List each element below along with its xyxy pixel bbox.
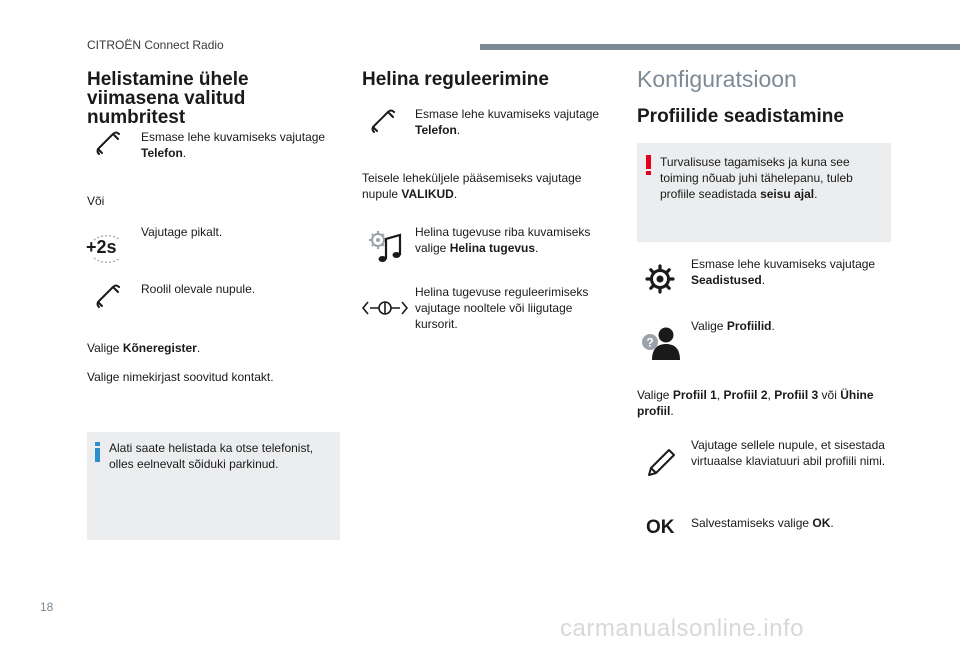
press-duration-badge: +2s	[86, 237, 117, 257]
col3-save: Salvestamiseks valige OK.	[691, 516, 834, 530]
phone-handset-icon	[368, 108, 400, 136]
ringtone-settings-icon	[366, 229, 406, 265]
warning-icon	[646, 155, 651, 175]
col3-profiles: Valige Profiilid.	[691, 319, 775, 333]
edit-pencil-icon	[645, 445, 679, 479]
chapter-title: Konfiguratsioon	[637, 66, 797, 92]
svg-text:?: ?	[646, 335, 654, 350]
warning-box-text: Turvalisuse tagamiseks ja kuna see toiming nõuab juhi tähelepanu, tuleb profiile seadistada seisu ajal.	[660, 155, 853, 201]
col3-choose-profile: Valige Profiil 1, Profiil 2, Profiil 3 või Ühine profiil.	[637, 388, 874, 418]
profile-user-icon	[640, 326, 682, 360]
col3-keyboard: Vajutage sellele nupule, et sisestada virtuaalse klaviatuuri abil profiili nimi.	[691, 438, 886, 468]
col2-adjust: Helina tugevuse reguleerimiseks vajutage nooltele või liigutage kursorit.	[415, 285, 589, 331]
col1-steering-button: Roolil olevale nupule.	[141, 282, 256, 296]
phone-handset-icon	[93, 283, 125, 311]
ok-button-icon: OK	[646, 517, 675, 538]
section-title-profiles: Profiilide seadistamine	[637, 106, 844, 127]
section-title-ringtone: Helina reguleerimine	[362, 69, 549, 90]
col1-press-long: Vajutage pikalt.	[141, 225, 223, 239]
phone-handset-icon	[93, 130, 125, 158]
info-box	[87, 432, 340, 540]
press-2s-icon	[84, 232, 130, 266]
header-title: CITROËN Connect Radio	[87, 38, 224, 52]
settings-gear-icon	[645, 264, 675, 294]
col1-select-contact: Valige nimekirjast soovitud kontakt.	[87, 370, 274, 384]
warning-box	[637, 143, 891, 242]
header-bar	[480, 44, 960, 50]
page-number: 18	[40, 600, 54, 614]
col3-settings: Esmase lehe kuvamiseks vajutage Seadistused.	[691, 257, 876, 287]
col2-options: Teisele leheküljele pääsemiseks vajutage nupule VALIKUD.	[362, 171, 582, 201]
info-icon	[95, 442, 100, 462]
volume-slider-icon	[362, 297, 408, 319]
watermark: carmanualsonline.info	[560, 615, 804, 642]
col1-step-phone: Esmase lehe kuvamiseks vajutage Telefon.	[141, 130, 326, 160]
col2-step-phone: Esmase lehe kuvamiseks vajutage Telefon.	[415, 107, 600, 137]
col1-select-call-log: Valige Kõneregister.	[87, 341, 201, 355]
col1-or: Või	[87, 194, 105, 208]
col2-ring-volume: Helina tugevuse riba kuvamiseks valige Helina tugevus.	[415, 225, 591, 255]
section-title-call-recent: Helistamine ühele viimasena valitud numbritest	[87, 69, 249, 128]
info-box-text: Alati saate helistada ka otse telefonist, olles eelnevalt sõiduki parkinud.	[109, 441, 314, 471]
